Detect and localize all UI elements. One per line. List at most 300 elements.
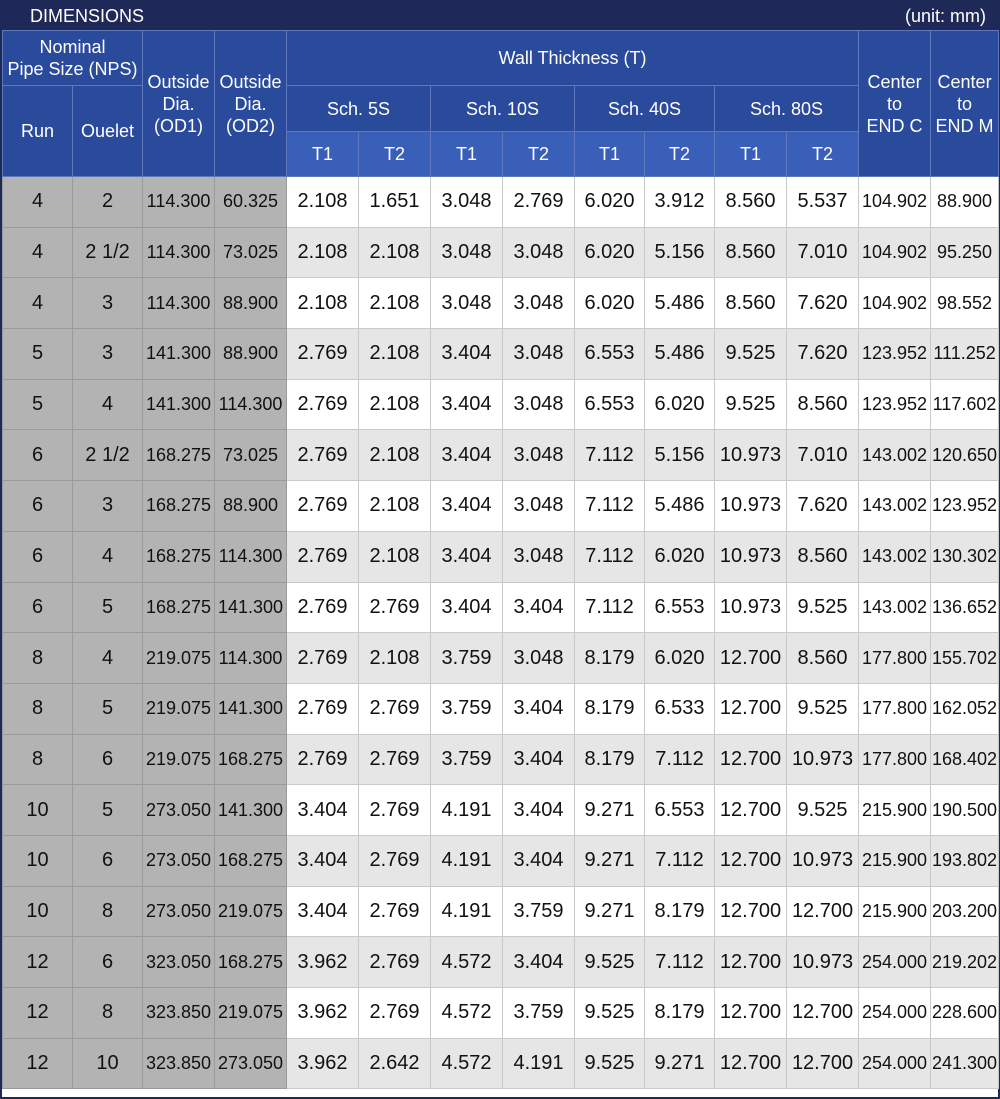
cell-outlet: 3 bbox=[73, 481, 143, 532]
cell-sch10s-t2: 3.048 bbox=[503, 329, 575, 380]
cell-sch80s-t1: 12.700 bbox=[715, 886, 787, 937]
unit-label: (unit: mm) bbox=[905, 6, 986, 26]
cell-sch10s-t2: 3.404 bbox=[503, 582, 575, 633]
cell-outlet: 8 bbox=[73, 886, 143, 937]
table-row bbox=[3, 785, 999, 836]
cell-sch10s-t1: 3.048 bbox=[431, 227, 503, 278]
cell-sch40s-t2: 5.156 bbox=[645, 227, 715, 278]
cell-sch80s-t2: 7.010 bbox=[787, 430, 859, 481]
header-text: END C bbox=[866, 115, 923, 136]
cell-od2: 168.275 bbox=[215, 734, 287, 785]
table-row bbox=[3, 683, 999, 734]
cell-sch10s-t1: 4.572 bbox=[431, 988, 503, 1039]
cell-sch40s-t1: 9.271 bbox=[575, 835, 645, 886]
cell-sch10s-t2: 2.769 bbox=[503, 177, 575, 228]
cell-sch40s-t2: 6.553 bbox=[645, 582, 715, 633]
cell-od2: 88.900 bbox=[215, 278, 287, 329]
cell-od1: 114.300 bbox=[143, 227, 215, 278]
cell-sch5s-t2: 2.108 bbox=[359, 379, 431, 430]
cell-sch80s-t1: 9.525 bbox=[715, 379, 787, 430]
cell-sch40s-t1: 9.525 bbox=[575, 937, 645, 988]
cell-sch10s-t2: 3.759 bbox=[503, 886, 575, 937]
cell-sch5s-t1: 2.769 bbox=[287, 734, 359, 785]
cell-sch80s-t2: 7.620 bbox=[787, 481, 859, 532]
cell-sch80s-t1: 9.525 bbox=[715, 329, 787, 380]
cell-od2: 141.300 bbox=[215, 785, 287, 836]
cell-sch80s-t1: 12.700 bbox=[715, 937, 787, 988]
cell-sch10s-t1: 3.404 bbox=[431, 430, 503, 481]
cell-sch80s-t2: 7.620 bbox=[787, 329, 859, 380]
cell-sch5s-t1: 2.769 bbox=[287, 683, 359, 734]
cell-outlet: 2 1/2 bbox=[73, 227, 143, 278]
cell-run: 4 bbox=[3, 177, 73, 228]
header-t2: T2 bbox=[359, 132, 431, 177]
cell-center-end-c: 215.900 bbox=[859, 785, 931, 836]
cell-od2: 114.300 bbox=[215, 633, 287, 684]
cell-sch10s-t1: 3.048 bbox=[431, 278, 503, 329]
title-bar bbox=[2, 2, 998, 30]
cell-sch80s-t1: 10.973 bbox=[715, 430, 787, 481]
table-row bbox=[3, 430, 999, 481]
cell-sch40s-t2: 6.020 bbox=[645, 379, 715, 430]
header-text: Nominal bbox=[39, 37, 106, 57]
cell-od1: 168.275 bbox=[143, 430, 215, 481]
cell-center-end-m: 111.252 bbox=[931, 329, 999, 380]
cell-outlet: 6 bbox=[73, 835, 143, 886]
cell-center-end-c: 254.000 bbox=[859, 988, 931, 1039]
cell-outlet: 10 bbox=[73, 1038, 143, 1089]
cell-sch5s-t1: 3.404 bbox=[287, 835, 359, 886]
cell-sch10s-t2: 3.404 bbox=[503, 937, 575, 988]
header-wall-thickness: Wall Thickness (T) bbox=[287, 31, 859, 86]
cell-sch80s-t2: 9.525 bbox=[787, 683, 859, 734]
cell-run: 8 bbox=[3, 734, 73, 785]
cell-run: 8 bbox=[3, 683, 73, 734]
cell-sch80s-t2: 7.010 bbox=[787, 227, 859, 278]
table-row bbox=[3, 329, 999, 380]
cell-od1: 323.850 bbox=[143, 988, 215, 1039]
header-t1: T1 bbox=[287, 132, 359, 177]
cell-sch80s-t1: 12.700 bbox=[715, 683, 787, 734]
cell-sch80s-t1: 8.560 bbox=[715, 227, 787, 278]
cell-od2: 168.275 bbox=[215, 835, 287, 886]
cell-sch10s-t2: 3.048 bbox=[503, 430, 575, 481]
cell-center-end-m: 241.300 bbox=[931, 1038, 999, 1089]
header-sch-40s: Sch. 40S bbox=[575, 86, 715, 132]
cell-run: 4 bbox=[3, 227, 73, 278]
cell-outlet: 3 bbox=[73, 278, 143, 329]
cell-sch5s-t1: 2.108 bbox=[287, 278, 359, 329]
cell-center-end-c: 143.002 bbox=[859, 430, 931, 481]
header-outlet: Ouelet bbox=[73, 86, 143, 177]
cell-sch40s-t1: 7.112 bbox=[575, 481, 645, 532]
table-title: DIMENSIONS bbox=[30, 6, 145, 26]
cell-sch10s-t2: 3.759 bbox=[503, 988, 575, 1039]
cell-sch40s-t1: 7.112 bbox=[575, 531, 645, 582]
cell-sch80s-t2: 12.700 bbox=[787, 886, 859, 937]
cell-outlet: 6 bbox=[73, 937, 143, 988]
cell-od2: 88.900 bbox=[215, 329, 287, 380]
cell-od1: 168.275 bbox=[143, 481, 215, 532]
table-row bbox=[3, 227, 999, 278]
header-t2: T2 bbox=[503, 132, 575, 177]
cell-sch5s-t1: 2.108 bbox=[287, 227, 359, 278]
dimensions-table bbox=[2, 30, 999, 1089]
cell-run: 4 bbox=[3, 278, 73, 329]
cell-run: 10 bbox=[3, 886, 73, 937]
cell-od1: 168.275 bbox=[143, 582, 215, 633]
cell-sch10s-t1: 3.048 bbox=[431, 177, 503, 228]
cell-sch5s-t1: 3.962 bbox=[287, 988, 359, 1039]
cell-center-end-m: 98.552 bbox=[931, 278, 999, 329]
cell-sch40s-t2: 5.486 bbox=[645, 481, 715, 532]
table-body bbox=[3, 177, 999, 1089]
cell-run: 12 bbox=[3, 937, 73, 988]
cell-sch40s-t2: 5.486 bbox=[645, 329, 715, 380]
cell-run: 6 bbox=[3, 430, 73, 481]
cell-sch80s-t2: 9.525 bbox=[787, 582, 859, 633]
cell-sch10s-t1: 3.759 bbox=[431, 633, 503, 684]
cell-outlet: 5 bbox=[73, 582, 143, 633]
cell-sch10s-t2: 3.048 bbox=[503, 633, 575, 684]
cell-center-end-m: 123.952 bbox=[931, 481, 999, 532]
cell-run: 5 bbox=[3, 329, 73, 380]
cell-run: 10 bbox=[3, 785, 73, 836]
cell-od1: 219.075 bbox=[143, 633, 215, 684]
cell-sch5s-t1: 2.769 bbox=[287, 329, 359, 380]
cell-od1: 219.075 bbox=[143, 734, 215, 785]
cell-center-end-m: 117.602 bbox=[931, 379, 999, 430]
cell-sch40s-t2: 6.533 bbox=[645, 683, 715, 734]
cell-od1: 114.300 bbox=[143, 177, 215, 228]
header-text: Dia. bbox=[234, 93, 267, 114]
cell-od1: 273.050 bbox=[143, 886, 215, 937]
cell-sch80s-t2: 8.560 bbox=[787, 379, 859, 430]
cell-sch40s-t2: 6.553 bbox=[645, 785, 715, 836]
cell-center-end-c: 254.000 bbox=[859, 1038, 931, 1089]
header-sch-5s: Sch. 5S bbox=[287, 86, 431, 132]
cell-sch5s-t2: 2.108 bbox=[359, 633, 431, 684]
header-run: Run bbox=[3, 86, 73, 177]
cell-center-end-m: 193.802 bbox=[931, 835, 999, 886]
cell-od2: 141.300 bbox=[215, 582, 287, 633]
cell-sch5s-t2: 2.769 bbox=[359, 734, 431, 785]
cell-center-end-c: 143.002 bbox=[859, 582, 931, 633]
cell-sch5s-t2: 2.769 bbox=[359, 886, 431, 937]
cell-center-end-c: 104.902 bbox=[859, 177, 931, 228]
cell-sch80s-t2: 8.560 bbox=[787, 531, 859, 582]
cell-sch5s-t2: 2.642 bbox=[359, 1038, 431, 1089]
cell-center-end-m: 228.600 bbox=[931, 988, 999, 1039]
cell-sch40s-t2: 5.486 bbox=[645, 278, 715, 329]
cell-sch40s-t2: 7.112 bbox=[645, 734, 715, 785]
header-center-end-c bbox=[859, 31, 931, 177]
cell-sch5s-t2: 2.108 bbox=[359, 430, 431, 481]
table-row bbox=[3, 379, 999, 430]
cell-sch40s-t1: 6.020 bbox=[575, 227, 645, 278]
header-sch-10s: Sch. 10S bbox=[431, 86, 575, 132]
cell-sch5s-t2: 2.769 bbox=[359, 937, 431, 988]
cell-od1: 168.275 bbox=[143, 531, 215, 582]
cell-sch10s-t1: 4.191 bbox=[431, 785, 503, 836]
cell-sch80s-t2: 8.560 bbox=[787, 633, 859, 684]
cell-sch40s-t1: 6.020 bbox=[575, 278, 645, 329]
cell-center-end-c: 104.902 bbox=[859, 278, 931, 329]
cell-od2: 273.050 bbox=[215, 1038, 287, 1089]
cell-od2: 168.275 bbox=[215, 937, 287, 988]
cell-center-end-m: 88.900 bbox=[931, 177, 999, 228]
table-row bbox=[3, 835, 999, 886]
cell-od2: 88.900 bbox=[215, 481, 287, 532]
cell-sch40s-t2: 9.271 bbox=[645, 1038, 715, 1089]
cell-sch80s-t2: 7.620 bbox=[787, 278, 859, 329]
cell-sch10s-t1: 3.759 bbox=[431, 734, 503, 785]
cell-outlet: 2 bbox=[73, 177, 143, 228]
cell-sch80s-t1: 10.973 bbox=[715, 531, 787, 582]
header-t2: T2 bbox=[787, 132, 859, 177]
cell-od1: 273.050 bbox=[143, 785, 215, 836]
cell-od2: 219.075 bbox=[215, 886, 287, 937]
cell-center-end-m: 95.250 bbox=[931, 227, 999, 278]
cell-center-end-c: 177.800 bbox=[859, 683, 931, 734]
cell-sch5s-t2: 2.769 bbox=[359, 835, 431, 886]
cell-center-end-m: 203.200 bbox=[931, 886, 999, 937]
cell-sch10s-t2: 3.048 bbox=[503, 531, 575, 582]
cell-center-end-c: 143.002 bbox=[859, 481, 931, 532]
cell-run: 6 bbox=[3, 582, 73, 633]
cell-od2: 60.325 bbox=[215, 177, 287, 228]
cell-sch80s-t1: 8.560 bbox=[715, 177, 787, 228]
cell-sch10s-t1: 3.759 bbox=[431, 683, 503, 734]
cell-sch80s-t1: 12.700 bbox=[715, 988, 787, 1039]
cell-sch40s-t2: 6.020 bbox=[645, 633, 715, 684]
cell-sch80s-t2: 12.700 bbox=[787, 1038, 859, 1089]
table-row bbox=[3, 582, 999, 633]
cell-center-end-m: 190.500 bbox=[931, 785, 999, 836]
cell-center-end-m: 162.052 bbox=[931, 683, 999, 734]
cell-sch80s-t2: 9.525 bbox=[787, 785, 859, 836]
header-text: Outside bbox=[147, 71, 210, 92]
cell-sch80s-t2: 5.537 bbox=[787, 177, 859, 228]
cell-run: 8 bbox=[3, 633, 73, 684]
cell-outlet: 4 bbox=[73, 531, 143, 582]
cell-sch10s-t2: 3.048 bbox=[503, 379, 575, 430]
cell-sch5s-t1: 2.108 bbox=[287, 177, 359, 228]
table-row bbox=[3, 937, 999, 988]
cell-od2: 114.300 bbox=[215, 531, 287, 582]
cell-sch10s-t1: 4.191 bbox=[431, 886, 503, 937]
cell-sch5s-t2: 1.651 bbox=[359, 177, 431, 228]
cell-outlet: 3 bbox=[73, 329, 143, 380]
header-text: (OD1) bbox=[154, 115, 204, 136]
cell-outlet: 6 bbox=[73, 734, 143, 785]
cell-sch5s-t1: 2.769 bbox=[287, 430, 359, 481]
cell-sch40s-t1: 8.179 bbox=[575, 683, 645, 734]
cell-sch5s-t1: 2.769 bbox=[287, 582, 359, 633]
table-row bbox=[3, 177, 999, 228]
cell-outlet: 4 bbox=[73, 633, 143, 684]
header-t1: T1 bbox=[575, 132, 645, 177]
header-text: Pipe Size (NPS) bbox=[7, 59, 138, 79]
header-t1: T1 bbox=[431, 132, 503, 177]
header-text: Outside bbox=[219, 71, 282, 92]
cell-sch10s-t1: 4.572 bbox=[431, 1038, 503, 1089]
cell-od2: 219.075 bbox=[215, 988, 287, 1039]
table-row bbox=[3, 278, 999, 329]
cell-center-end-m: 136.652 bbox=[931, 582, 999, 633]
cell-sch80s-t1: 12.700 bbox=[715, 785, 787, 836]
cell-od1: 219.075 bbox=[143, 683, 215, 734]
cell-sch5s-t2: 2.769 bbox=[359, 683, 431, 734]
cell-sch10s-t2: 3.048 bbox=[503, 278, 575, 329]
cell-outlet: 4 bbox=[73, 379, 143, 430]
cell-od1: 141.300 bbox=[143, 329, 215, 380]
table-row bbox=[3, 1038, 999, 1089]
cell-sch10s-t1: 3.404 bbox=[431, 582, 503, 633]
cell-sch10s-t1: 3.404 bbox=[431, 379, 503, 430]
cell-center-end-c: 177.800 bbox=[859, 633, 931, 684]
cell-center-end-c: 215.900 bbox=[859, 835, 931, 886]
table-row bbox=[3, 531, 999, 582]
table-row bbox=[3, 633, 999, 684]
cell-sch40s-t1: 8.179 bbox=[575, 734, 645, 785]
cell-sch80s-t1: 12.700 bbox=[715, 1038, 787, 1089]
cell-sch10s-t2: 3.404 bbox=[503, 835, 575, 886]
cell-sch40s-t1: 9.271 bbox=[575, 886, 645, 937]
cell-sch5s-t2: 2.769 bbox=[359, 785, 431, 836]
cell-sch40s-t1: 7.112 bbox=[575, 582, 645, 633]
cell-sch10s-t2: 3.048 bbox=[503, 227, 575, 278]
cell-od2: 73.025 bbox=[215, 430, 287, 481]
cell-od1: 141.300 bbox=[143, 379, 215, 430]
header-text: to bbox=[957, 93, 973, 114]
cell-od1: 114.300 bbox=[143, 278, 215, 329]
header-text: END M bbox=[935, 115, 994, 136]
cell-sch80s-t2: 10.973 bbox=[787, 835, 859, 886]
cell-sch5s-t1: 3.962 bbox=[287, 937, 359, 988]
header-od1 bbox=[143, 31, 215, 177]
header-t1: T1 bbox=[715, 132, 787, 177]
cell-outlet: 2 1/2 bbox=[73, 430, 143, 481]
cell-sch40s-t1: 8.179 bbox=[575, 633, 645, 684]
cell-sch5s-t2: 2.108 bbox=[359, 481, 431, 532]
cell-run: 5 bbox=[3, 379, 73, 430]
cell-center-end-c: 177.800 bbox=[859, 734, 931, 785]
header-text: to bbox=[887, 93, 903, 114]
cell-sch5s-t1: 2.769 bbox=[287, 531, 359, 582]
cell-sch80s-t1: 8.560 bbox=[715, 278, 787, 329]
cell-sch5s-t1: 2.769 bbox=[287, 633, 359, 684]
cell-sch40s-t1: 6.553 bbox=[575, 379, 645, 430]
cell-center-end-m: 155.702 bbox=[931, 633, 999, 684]
cell-sch5s-t2: 2.108 bbox=[359, 329, 431, 380]
cell-sch80s-t2: 10.973 bbox=[787, 734, 859, 785]
cell-sch40s-t2: 8.179 bbox=[645, 988, 715, 1039]
cell-center-end-m: 120.650 bbox=[931, 430, 999, 481]
cell-od2: 114.300 bbox=[215, 379, 287, 430]
table-row bbox=[3, 481, 999, 532]
cell-outlet: 5 bbox=[73, 785, 143, 836]
header-od2 bbox=[215, 31, 287, 177]
cell-sch5s-t1: 3.404 bbox=[287, 886, 359, 937]
cell-run: 12 bbox=[3, 1038, 73, 1089]
cell-sch10s-t2: 4.191 bbox=[503, 1038, 575, 1089]
cell-od1: 323.050 bbox=[143, 937, 215, 988]
cell-sch5s-t1: 2.769 bbox=[287, 379, 359, 430]
cell-od1: 273.050 bbox=[143, 835, 215, 886]
cell-sch40s-t2: 5.156 bbox=[645, 430, 715, 481]
cell-center-end-c: 143.002 bbox=[859, 531, 931, 582]
table-row bbox=[3, 886, 999, 937]
cell-sch10s-t2: 3.404 bbox=[503, 785, 575, 836]
cell-sch80s-t1: 10.973 bbox=[715, 481, 787, 532]
cell-od2: 141.300 bbox=[215, 683, 287, 734]
header-text: Center bbox=[937, 71, 992, 92]
cell-sch5s-t2: 2.769 bbox=[359, 988, 431, 1039]
cell-sch10s-t1: 4.572 bbox=[431, 937, 503, 988]
cell-sch80s-t1: 12.700 bbox=[715, 835, 787, 886]
cell-run: 6 bbox=[3, 531, 73, 582]
cell-sch40s-t1: 9.525 bbox=[575, 988, 645, 1039]
cell-run: 6 bbox=[3, 481, 73, 532]
cell-od2: 73.025 bbox=[215, 227, 287, 278]
cell-center-end-c: 254.000 bbox=[859, 937, 931, 988]
header-center-end-m bbox=[931, 31, 999, 177]
cell-outlet: 5 bbox=[73, 683, 143, 734]
header-t2: T2 bbox=[645, 132, 715, 177]
cell-outlet: 8 bbox=[73, 988, 143, 1039]
cell-sch80s-t1: 12.700 bbox=[715, 734, 787, 785]
cell-center-end-c: 215.900 bbox=[859, 886, 931, 937]
cell-center-end-c: 123.952 bbox=[859, 329, 931, 380]
cell-sch40s-t2: 6.020 bbox=[645, 531, 715, 582]
cell-sch80s-t2: 12.700 bbox=[787, 988, 859, 1039]
cell-sch40s-t1: 9.271 bbox=[575, 785, 645, 836]
header-nominal-pipe-size bbox=[3, 31, 143, 86]
cell-sch40s-t2: 7.112 bbox=[645, 937, 715, 988]
cell-sch5s-t2: 2.108 bbox=[359, 227, 431, 278]
cell-sch5s-t2: 2.108 bbox=[359, 278, 431, 329]
cell-sch10s-t2: 3.404 bbox=[503, 683, 575, 734]
cell-sch80s-t1: 10.973 bbox=[715, 582, 787, 633]
cell-sch40s-t2: 3.912 bbox=[645, 177, 715, 228]
cell-center-end-m: 168.402 bbox=[931, 734, 999, 785]
cell-sch40s-t2: 7.112 bbox=[645, 835, 715, 886]
header-text: Center bbox=[867, 71, 922, 92]
cell-sch10s-t1: 3.404 bbox=[431, 481, 503, 532]
header-sch-80s: Sch. 80S bbox=[715, 86, 859, 132]
cell-sch40s-t1: 6.020 bbox=[575, 177, 645, 228]
cell-center-end-m: 219.202 bbox=[931, 937, 999, 988]
header-text: (OD2) bbox=[226, 115, 276, 136]
cell-od1: 323.850 bbox=[143, 1038, 215, 1089]
cell-sch40s-t1: 9.525 bbox=[575, 1038, 645, 1089]
cell-sch10s-t1: 3.404 bbox=[431, 531, 503, 582]
cell-sch10s-t2: 3.048 bbox=[503, 481, 575, 532]
cell-sch5s-t1: 3.404 bbox=[287, 785, 359, 836]
table-row bbox=[3, 988, 999, 1039]
cell-run: 10 bbox=[3, 835, 73, 886]
cell-sch40s-t2: 8.179 bbox=[645, 886, 715, 937]
cell-center-end-c: 123.952 bbox=[859, 379, 931, 430]
cell-sch10s-t2: 3.404 bbox=[503, 734, 575, 785]
cell-sch5s-t2: 2.108 bbox=[359, 531, 431, 582]
cell-sch80s-t2: 10.973 bbox=[787, 937, 859, 988]
cell-sch10s-t1: 3.404 bbox=[431, 329, 503, 380]
cell-sch5s-t2: 2.769 bbox=[359, 582, 431, 633]
header-text: Dia. bbox=[162, 93, 195, 114]
cell-sch80s-t1: 12.700 bbox=[715, 633, 787, 684]
